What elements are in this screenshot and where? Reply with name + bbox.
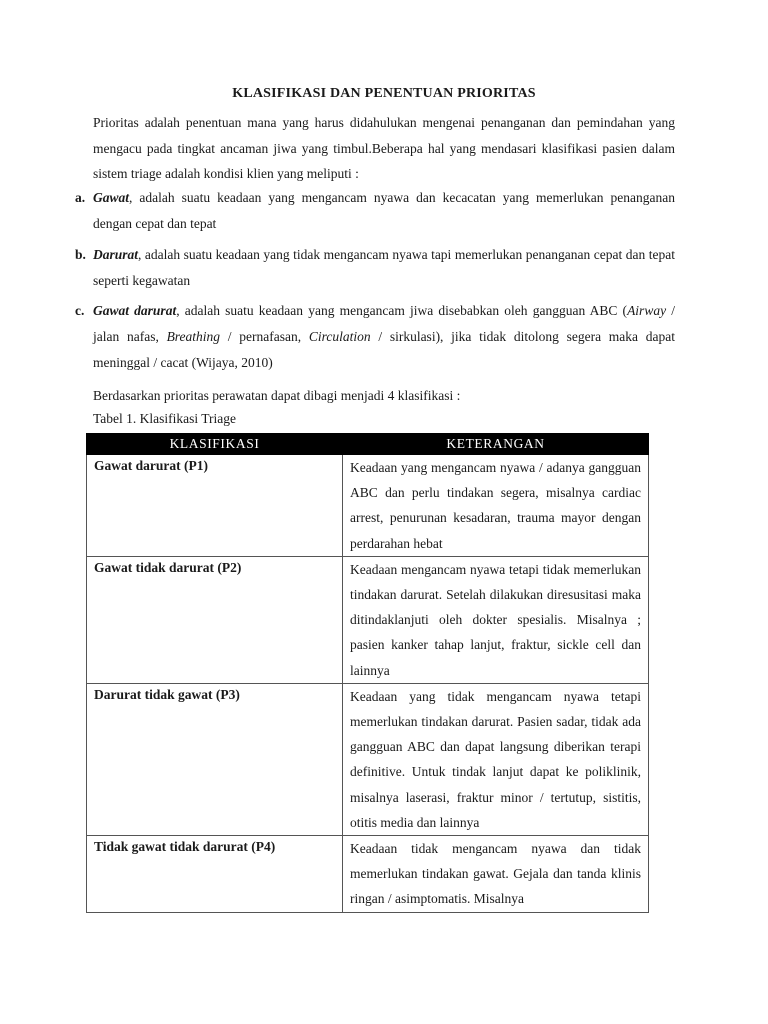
term-breathing: Breathing	[166, 329, 221, 344]
table-row	[87, 455, 649, 557]
triage-table	[86, 433, 649, 913]
header-klasifikasi: KLASIFIKASI	[87, 434, 343, 455]
cell-klasifikasi: Gawat darurat (P1)	[87, 455, 343, 557]
list-marker: c.	[75, 303, 85, 318]
term-airway: Airway	[627, 303, 667, 318]
definition-part: / jalan nafas,	[93, 303, 675, 344]
term-darurat: Darurat	[93, 247, 139, 262]
term-gawat-darurat: Gawat darurat	[93, 303, 177, 318]
term-circulation: Circulation	[308, 329, 371, 344]
definition-part: / pernafasan,	[220, 329, 309, 344]
definition-part: / sirkulasi), jika tidak ditolong segera maka dapat meninggal / cacat (Wijaya, 2010)	[93, 329, 675, 370]
list-item-gawat-darurat	[75, 298, 675, 376]
document-title: KLASIFIKASI DAN PENENTUAN PRIORITAS	[232, 86, 536, 101]
definition-gawat: , adalah suatu keadaan yang mengancam nyawa dan kecacatan yang memerlukan penanganan dengan cepat dan tepat	[93, 190, 675, 231]
table-caption: Tabel 1. Klasifikasi Triage	[93, 411, 237, 426]
table-row	[87, 836, 649, 913]
cell-keterangan: Keadaan tidak mengancam nyawa dan tidak memerlukan tindakan gawat. Gejala dan tanda klinis ringan / asimptomatis. Misalnya	[343, 836, 649, 913]
intro-paragraph: Prioritas adalah penentuan mana yang harus didahulukan mengenai penanganan dan pemindahan yang mengacu pada tingkat ancaman jiwa yang timbul.Beberapa hal yang mendasari klasifikasi pasien dalam sistem triage adalah kondisi klien yang meliputi :	[93, 115, 675, 181]
cell-keterangan: Keadaan yang tidak mengancam nyawa tetapi memerlukan tindakan darurat. Pasien sadar, tidak ada gangguan ABC dan dapat langsung diberikan terapi definitive. Untuk tindak lanjut dapat ke poliklinik, misalnya laserasi, fraktur minor / tertutup, sistitis, otitis media dan lainnya	[343, 683, 649, 835]
list-text	[93, 242, 675, 294]
cell-klasifikasi: Gawat tidak darurat (P2)	[87, 556, 343, 683]
table-header-row	[87, 434, 649, 455]
list-text	[93, 185, 675, 237]
summary-line: Berdasarkan prioritas perawatan dapat dibagi menjadi 4 klasifikasi :	[93, 388, 461, 403]
cell-klasifikasi: Tidak gawat tidak darurat (P4)	[87, 836, 343, 913]
cell-keterangan: Keadaan yang mengancam nyawa / adanya gangguan ABC dan perlu tindakan segera, misalnya cardiac arrest, penurunan kesadaran, trauma mayor dengan perdarahan hebat	[343, 455, 649, 557]
list-text	[93, 298, 675, 376]
definition-part: , adalah suatu keadaan yang mengancam jiwa disebabkan oleh gangguan ABC (	[176, 303, 628, 318]
definition-darurat: , adalah suatu keadaan yang tidak mengancam nyawa tapi memerlukan penanganan cepat dan tepat seperti kegawatan	[93, 247, 675, 288]
list-marker: b.	[75, 247, 86, 262]
table-row	[87, 683, 649, 835]
term-gawat: Gawat	[93, 190, 130, 205]
list-item-darurat	[75, 242, 675, 294]
list-item-gawat	[75, 185, 675, 237]
list-marker: a.	[75, 190, 86, 205]
table-row	[87, 556, 649, 683]
header-keterangan: KETERANGAN	[343, 434, 649, 455]
cell-klasifikasi: Darurat tidak gawat (P3)	[87, 683, 343, 835]
cell-keterangan: Keadaan mengancam nyawa tetapi tidak memerlukan tindakan darurat. Setelah dilakukan diresusitasi maka ditindaklanjuti oleh dokter spesialis. Misalnya ; pasien kanker tahap lanjut, fraktur, sickle cell dan lainnya	[343, 556, 649, 683]
